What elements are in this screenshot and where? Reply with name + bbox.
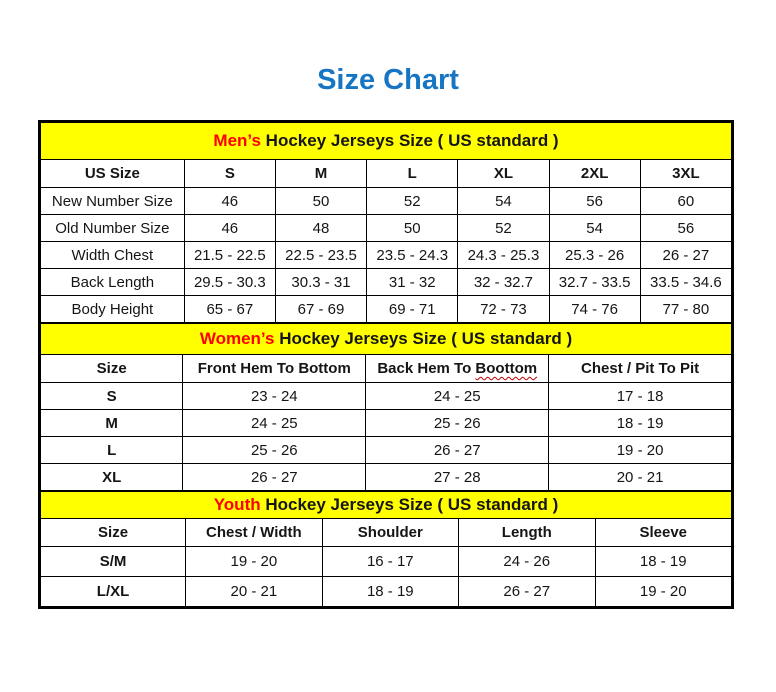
mens-band-rest: Hockey Jerseys Size ( US standard ) [260,131,559,150]
table-cell: 17 - 18 [549,383,732,410]
row-label: Width Chest [41,242,185,269]
table-row [41,437,732,464]
column-header: S [184,160,275,188]
column-header: 2XL [549,160,640,188]
youth-section-title [41,492,732,519]
row-label: L [41,437,183,464]
mens-header-row [41,160,732,188]
table-cell: 19 - 20 [186,547,322,577]
table-cell: 18 - 19 [549,410,732,437]
table-cell: 24.3 - 25.3 [458,242,549,269]
row-label: New Number Size [41,188,185,215]
row-label: M [41,410,183,437]
table-cell: 25 - 26 [183,437,366,464]
table-cell: 26 - 27 [459,577,595,607]
table-cell: 33.5 - 34.6 [640,269,731,296]
table-row [41,383,732,410]
table-cell: 32.7 - 33.5 [549,269,640,296]
table-cell: 23.5 - 24.3 [367,242,458,269]
womens-section-title [41,324,732,355]
column-header: L [367,160,458,188]
column-header: US Size [41,160,185,188]
table-cell: 24 - 25 [183,410,366,437]
womens-header-row [41,355,732,383]
table-cell: 30.3 - 31 [275,269,366,296]
table-cell: 19 - 20 [595,577,731,607]
table-cell: 52 [458,215,549,242]
table-cell: 46 [184,188,275,215]
table-cell: 18 - 19 [595,547,731,577]
table-cell: 25.3 - 26 [549,242,640,269]
row-label: Body Height [41,296,185,323]
row-label: L/XL [41,577,186,607]
table-row [41,269,732,296]
column-header: Length [459,519,595,547]
table-cell: 27 - 28 [366,464,549,491]
youth-section-band [41,492,732,519]
mens-section-band [41,123,732,160]
misspelled-word: Boottom [475,360,538,377]
table-cell: 77 - 80 [640,296,731,323]
womens-section-band [41,324,732,355]
row-label: XL [41,464,183,491]
mens-section-title [41,123,732,160]
size-chart [38,120,734,609]
youth-band-rest: Hockey Jerseys Size ( US standard ) [260,495,559,514]
table-cell: 26 - 27 [183,464,366,491]
table-cell: 65 - 67 [184,296,275,323]
table-cell: 52 [367,188,458,215]
table-row [41,577,732,607]
table-cell: 32 - 32.7 [458,269,549,296]
table-cell: 48 [275,215,366,242]
table-row [41,215,732,242]
row-label: Old Number Size [41,215,185,242]
column-header: M [275,160,366,188]
mens-label: Men’s [213,131,261,150]
table-cell: 26 - 27 [640,242,731,269]
table-cell: 20 - 21 [549,464,732,491]
column-header: XL [458,160,549,188]
row-label: Back Length [41,269,185,296]
table-cell: 23 - 24 [183,383,366,410]
column-header: Size [41,519,186,547]
womens-band-rest: Hockey Jerseys Size ( US standard ) [274,329,573,348]
youth-table [40,491,732,607]
column-header: Front Hem To Bottom [183,355,366,383]
youth-label: Youth [213,495,261,514]
column-header: Chest / Width [186,519,322,547]
table-cell: 54 [549,215,640,242]
youth-header-row [41,519,732,547]
table-row [41,547,732,577]
column-header: Size [41,355,183,383]
table-cell: 72 - 73 [458,296,549,323]
table-cell: 19 - 20 [549,437,732,464]
table-cell: 31 - 32 [367,269,458,296]
table-cell: 22.5 - 23.5 [275,242,366,269]
table-cell: 25 - 26 [366,410,549,437]
table-cell: 29.5 - 30.3 [184,269,275,296]
table-row [41,188,732,215]
table-cell: 67 - 69 [275,296,366,323]
table-cell: 24 - 25 [366,383,549,410]
table-cell: 69 - 71 [367,296,458,323]
table-cell: 50 [367,215,458,242]
table-row [41,242,732,269]
table-cell: 26 - 27 [366,437,549,464]
womens-label: Women’s [199,329,275,348]
column-header: Sleeve [595,519,731,547]
table-cell: 56 [549,188,640,215]
table-cell: 21.5 - 22.5 [184,242,275,269]
back-hem-text: Back Hem To [377,360,476,377]
table-row [41,296,732,323]
table-cell: 50 [275,188,366,215]
table-cell: 56 [640,215,731,242]
table-cell: 20 - 21 [186,577,322,607]
table-row [41,464,732,491]
page-title: Size Chart [317,64,459,96]
womens-table [40,323,732,491]
table-row [41,410,732,437]
table-cell: 54 [458,188,549,215]
column-header: Chest / Pit To Pit [549,355,732,383]
table-cell: 16 - 17 [322,547,458,577]
mens-table [40,122,732,323]
table-cell: 74 - 76 [549,296,640,323]
column-header [366,355,549,383]
row-label: S [41,383,183,410]
table-cell: 18 - 19 [322,577,458,607]
row-label: S/M [41,547,186,577]
column-header: 3XL [640,160,731,188]
table-cell: 60 [640,188,731,215]
table-cell: 24 - 26 [459,547,595,577]
column-header: Shoulder [322,519,458,547]
table-cell: 46 [184,215,275,242]
